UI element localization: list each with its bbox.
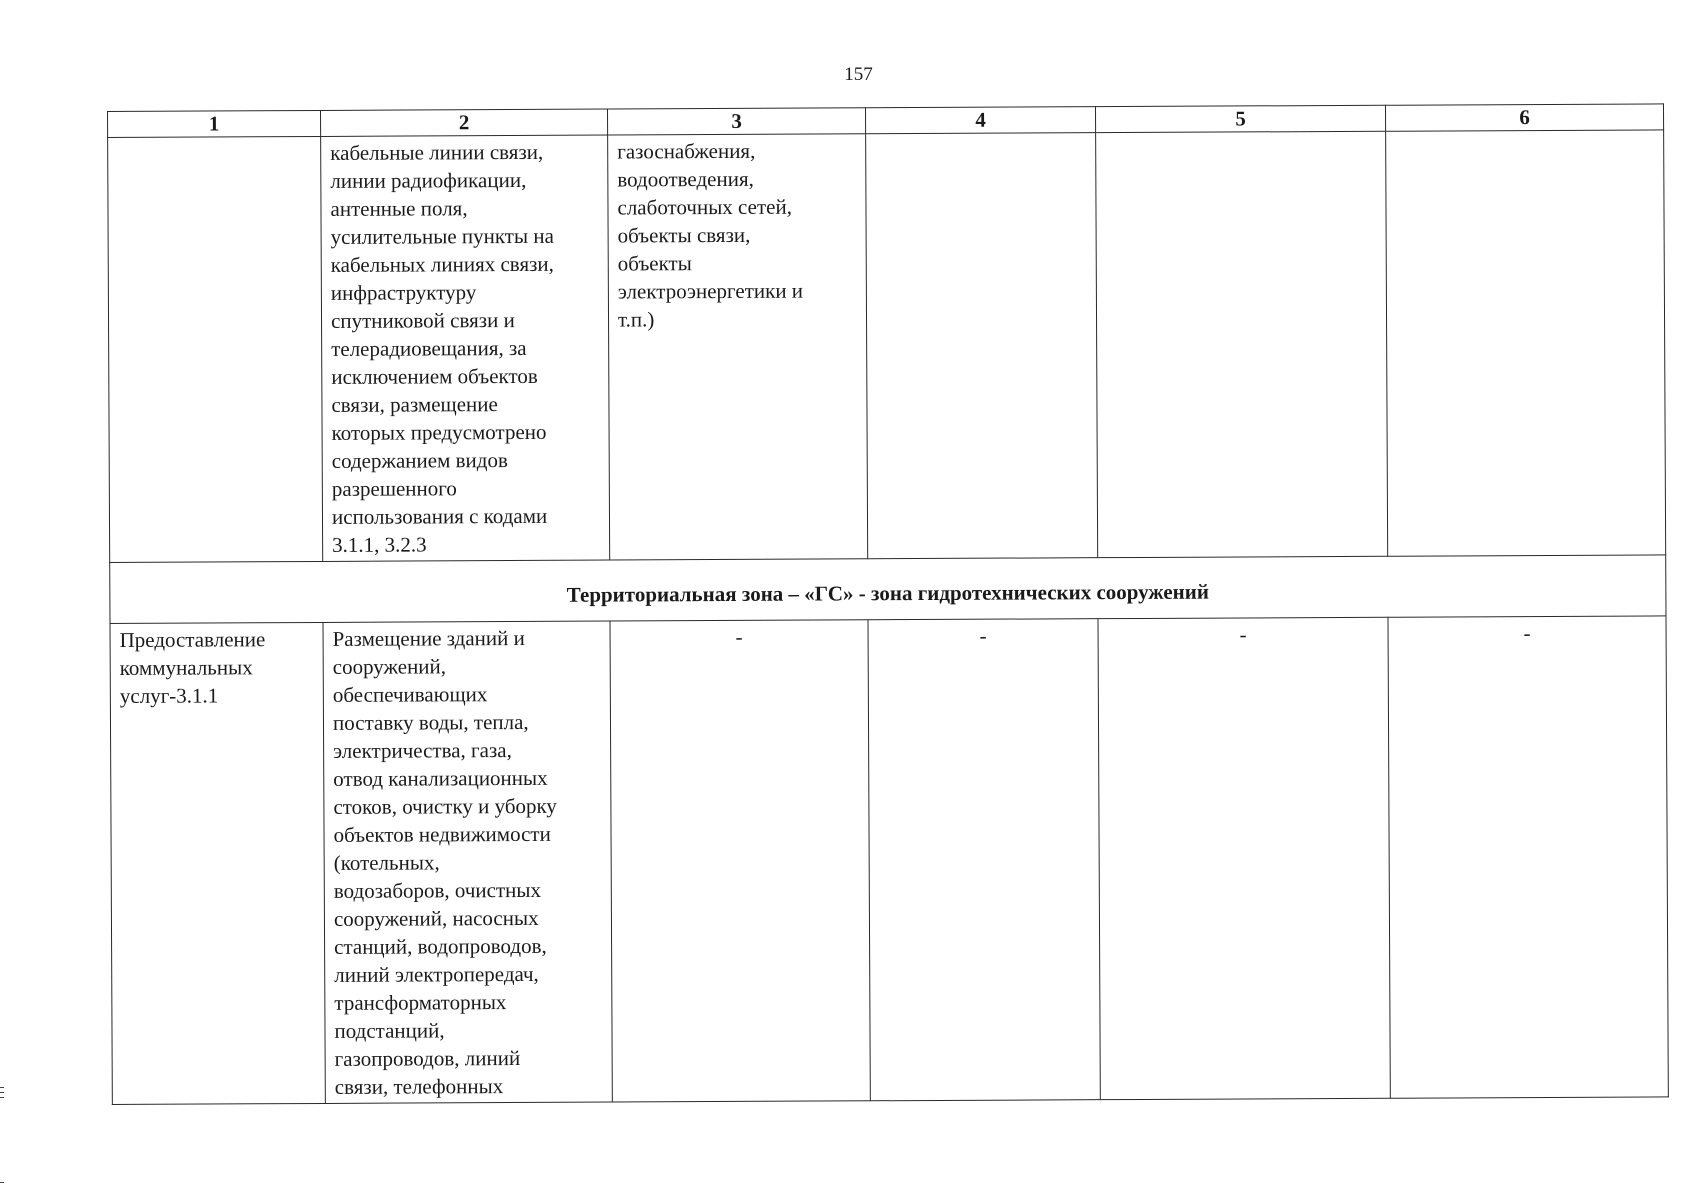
table-row — [110, 616, 1668, 1105]
header-col-4: 4 — [865, 107, 1095, 134]
land-use-table — [107, 103, 1669, 1105]
cell-col-6 — [1386, 130, 1666, 556]
cell-col-1: Предоставление коммунальных услуг-3.1.1 — [110, 622, 325, 1104]
header-col-6: 6 — [1385, 104, 1663, 131]
cell-col-5: - — [1098, 617, 1390, 1099]
cell-col-1 — [108, 136, 323, 562]
page-number: 157 — [844, 64, 873, 85]
header-col-2: 2 — [320, 109, 607, 136]
header-col-5: 5 — [1095, 105, 1385, 132]
cell-col-5 — [1096, 131, 1388, 557]
cell-col-6: - — [1388, 616, 1668, 1098]
margin-scan-mark — [0, 1097, 4, 1098]
cell-col-4 — [866, 133, 1098, 559]
cell-col-4: - — [868, 619, 1100, 1101]
table-row — [108, 130, 1666, 563]
margin-scan-mark — [0, 1087, 4, 1088]
header-col-3: 3 — [607, 108, 865, 135]
header-col-1: 1 — [108, 110, 321, 137]
cell-col-2: кабельные линии связи, линии радиофикации, антенные поля, усилительные пункты на кабельных линиях связи, инфраструктуру спутниковой связи и телерадиовещания, за исключением объектов связи, размещение которых предусмотрено содержанием видов разрешенного использования с кодами 3.1.1, 3.2.3 — [321, 135, 610, 561]
margin-scan-mark — [0, 1092, 4, 1093]
zone-section-row — [110, 555, 1666, 624]
cell-col-2: Размещение зданий и сооружений, обеспечивающих поставку воды, тепла, электричества, газа, отвод канализационных стоков, очистку и уборку объектов недвижимости (котельных, водозаборов, очистных сооружений, насосных станций, водопроводов, линий электропередач, трансформаторных подстанций, газопроводов, линий связи, телефонных — [323, 621, 612, 1103]
margin-scan-mark — [0, 1182, 4, 1183]
zone-title: Территориальная зона – «ГС» - зона гидротехнических сооружений — [110, 555, 1666, 624]
cell-col-3: - — [610, 620, 870, 1102]
cell-col-3: газоснабжения, водоотведения, слаботочных сетей, объекты связи, объекты электроэнергетики и т.п.) — [608, 134, 868, 560]
